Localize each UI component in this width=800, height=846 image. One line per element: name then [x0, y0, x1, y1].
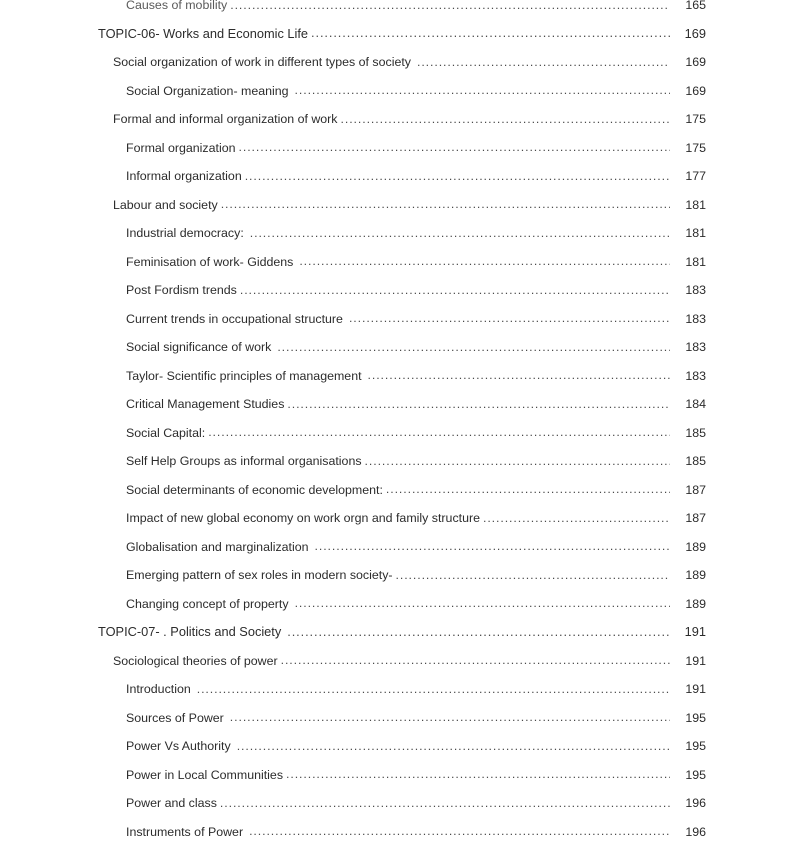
toc-entry-title: Formal and informal organization of work: [113, 105, 340, 134]
toc-entry[interactable]: [0, 162, 800, 191]
toc-entry[interactable]: [0, 248, 800, 277]
toc-entry-page-number: 189: [671, 533, 706, 562]
toc-leader-dots: [208, 427, 670, 439]
toc-entry[interactable]: [0, 333, 800, 362]
toc-entry-page-number: 175: [671, 134, 706, 163]
toc-entry-page-number: 189: [671, 561, 706, 590]
toc-entry-page-number: 191: [671, 647, 706, 676]
toc-leader-dots: [295, 598, 670, 610]
toc-leader-dots: [311, 27, 670, 40]
toc-entry[interactable]: [0, 0, 800, 20]
toc-leader-dots: [396, 569, 670, 581]
toc-entry[interactable]: [0, 675, 800, 704]
toc-entry-title: Self Help Groups as informal organisations: [126, 447, 364, 476]
toc-entry[interactable]: [0, 732, 800, 761]
toc-entry-title: Globalisation and marginalization: [126, 533, 314, 562]
toc-entry-title: Impact of new global economy on work orgn and family structure: [126, 504, 482, 533]
toc-entry-page-number: 183: [671, 276, 706, 305]
toc-entry-page-number: 195: [671, 704, 706, 733]
toc-entry-page-number: 165: [671, 0, 706, 20]
toc-entry-page-number: 181: [671, 219, 706, 248]
toc-entry-title: Post Fordism trends: [126, 276, 239, 305]
toc-entry-page-number: 191: [671, 618, 706, 647]
toc-entry[interactable]: [0, 219, 800, 248]
toc-entry-page-number: 187: [671, 504, 706, 533]
toc-leader-dots: [295, 85, 670, 97]
toc-entry-page-number: 175: [671, 105, 706, 134]
toc-entry-page-number: 169: [671, 48, 706, 77]
toc-leader-dots: [287, 626, 670, 639]
toc-entry-title: Sociological theories of power: [113, 647, 280, 676]
toc-entry-page-number: 196: [671, 818, 706, 846]
toc-leader-dots: [245, 170, 670, 182]
toc-entry-title: Power Vs Authority: [126, 732, 236, 761]
toc-leader-dots: [368, 370, 670, 382]
toc-leader-dots: [277, 341, 670, 353]
toc-entry[interactable]: [0, 77, 800, 106]
toc-entry-page-number: 191: [671, 675, 706, 704]
toc-entry-page-number: 187: [671, 476, 706, 505]
toc-entry-title: Taylor- Scientific principles of management: [126, 362, 367, 391]
toc-entry-page-number: 189: [671, 590, 706, 619]
toc-entry-page-number: 195: [671, 732, 706, 761]
toc-leader-dots: [250, 227, 670, 239]
toc-entry[interactable]: [0, 761, 800, 790]
toc-entry-title: Labour and society: [113, 191, 220, 220]
toc-leader-dots: [239, 142, 670, 154]
toc-entry[interactable]: [0, 447, 800, 476]
toc-entry-title: TOPIC-06- Works and Economic Life: [98, 20, 310, 49]
toc-entry[interactable]: [0, 476, 800, 505]
toc-entry-page-number: 177: [671, 162, 706, 191]
toc-entry-title: Informal organization: [126, 162, 244, 191]
toc-entry-title: Causes of mobility: [126, 0, 229, 20]
toc-entry[interactable]: [0, 561, 800, 590]
toc-leader-dots: [286, 769, 670, 781]
toc-entry-title: Instruments of Power: [126, 818, 248, 846]
toc-entry-title: Sources of Power: [126, 704, 229, 733]
toc-entry[interactable]: [0, 789, 800, 818]
toc-entry[interactable]: [0, 305, 800, 334]
toc-entry[interactable]: [0, 362, 800, 391]
toc-entry-page-number: 169: [671, 20, 706, 49]
toc-entry[interactable]: [0, 191, 800, 220]
toc-leader-dots: [281, 655, 670, 667]
toc-entry[interactable]: [0, 618, 800, 647]
toc-entry-title: Introduction: [126, 675, 196, 704]
toc-entry[interactable]: [0, 276, 800, 305]
toc-entry[interactable]: [0, 48, 800, 77]
toc-entry-page-number: 183: [671, 305, 706, 334]
toc-entry-title: Emerging pattern of sex roles in modern society-: [126, 561, 395, 590]
toc-entry-page-number: 185: [671, 447, 706, 476]
toc-leader-dots: [299, 256, 670, 268]
toc-entry-page-number: 169: [671, 77, 706, 106]
toc-entry-page-number: 195: [671, 761, 706, 790]
toc-leader-dots: [230, 712, 670, 724]
toc-entry-page-number: 181: [671, 191, 706, 220]
toc-entry-page-number: 181: [671, 248, 706, 277]
toc-leader-dots: [240, 284, 670, 296]
toc-leader-dots: [365, 455, 670, 467]
toc-leader-dots: [315, 541, 670, 553]
toc-entry-page-number: 183: [671, 333, 706, 362]
toc-entry-title: Social determinants of economic development:: [126, 476, 385, 505]
toc-leader-dots: [349, 313, 670, 325]
toc-entry[interactable]: [0, 533, 800, 562]
toc-leader-dots: [287, 398, 670, 410]
toc-leader-dots: [386, 484, 670, 496]
toc-entry[interactable]: [0, 818, 800, 846]
toc-leader-dots: [220, 797, 670, 809]
toc-entry-title: Social significance of work: [126, 333, 276, 362]
toc-entry-title: Social organization of work in different types of society: [113, 48, 416, 77]
toc-entry[interactable]: [0, 647, 800, 676]
toc-entry-page-number: 185: [671, 419, 706, 448]
toc-entry-title: TOPIC-07- . Politics and Society: [98, 618, 286, 647]
toc-entry[interactable]: [0, 105, 800, 134]
toc-leader-dots: [249, 826, 670, 838]
toc-entry-title: Feminisation of work- Giddens: [126, 248, 298, 277]
toc-entry-title: Social Organization- meaning: [126, 77, 294, 106]
toc-entry-page-number: 183: [671, 362, 706, 391]
toc-entry[interactable]: [0, 134, 800, 163]
toc-entry[interactable]: [0, 419, 800, 448]
toc-leader-dots: [341, 113, 670, 125]
toc-entry[interactable]: [0, 590, 800, 619]
toc-entry[interactable]: [0, 704, 800, 733]
toc-leader-dots: [237, 740, 670, 752]
toc-entry-title: Current trends in occupational structure: [126, 305, 348, 334]
toc-entry[interactable]: [0, 390, 800, 419]
toc-leader-dots: [230, 0, 670, 11]
toc-leader-dots: [417, 56, 670, 68]
toc-leader-dots: [197, 683, 670, 695]
toc-entry-title: Power in Local Communities: [126, 761, 285, 790]
toc-entry-title: Critical Management Studies: [126, 390, 286, 419]
toc-entry[interactable]: [0, 504, 800, 533]
toc-entry-title: Social Capital:: [126, 419, 207, 448]
toc-leader-dots: [483, 512, 670, 524]
toc-entry-title: Changing concept of property: [126, 590, 294, 619]
toc-entry-title: Industrial democracy:: [126, 219, 249, 248]
toc-entry-title: Formal organization: [126, 134, 238, 163]
toc-entry[interactable]: [0, 20, 800, 49]
toc-entry-page-number: 184: [671, 390, 706, 419]
toc-entry-page-number: 196: [671, 789, 706, 818]
toc-leader-dots: [221, 199, 670, 211]
toc-entry-title: Power and class: [126, 789, 219, 818]
